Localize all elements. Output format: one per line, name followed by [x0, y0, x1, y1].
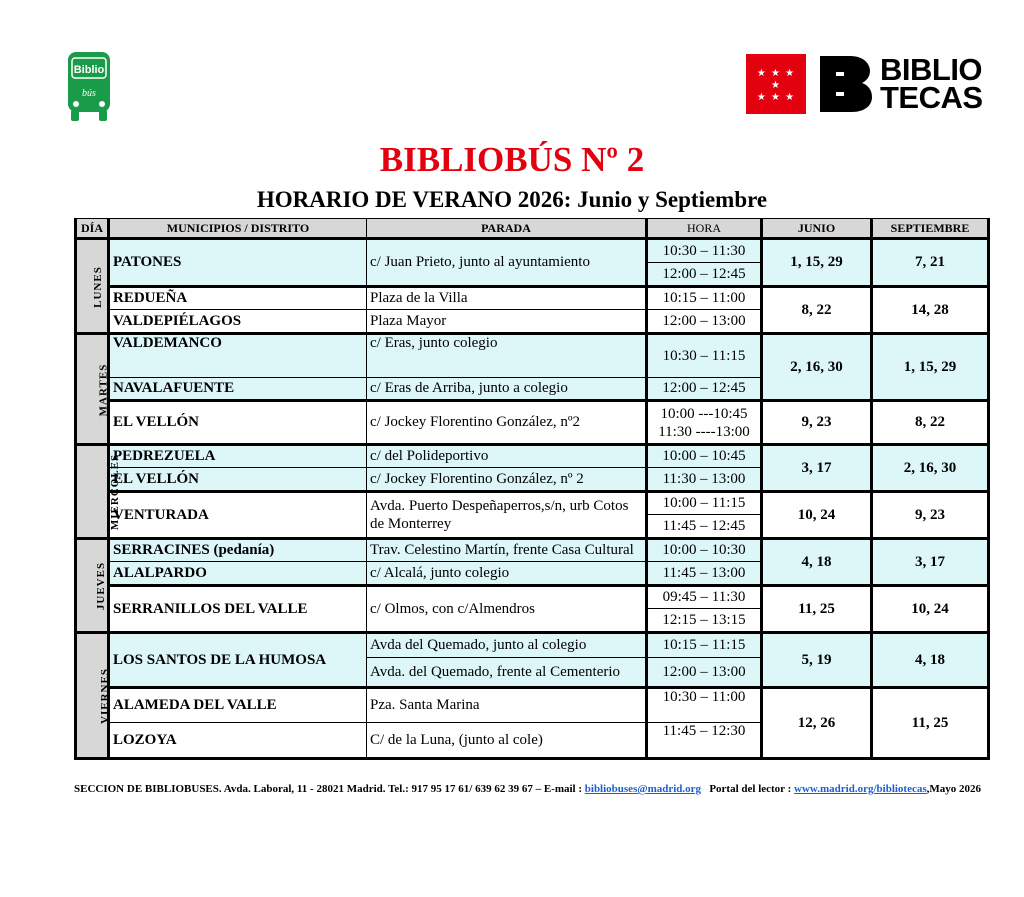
muni-lozoya: LOZOYA — [109, 723, 367, 759]
table-row — [76, 633, 989, 658]
junio-patones: 1, 15, 29 — [762, 239, 872, 287]
muni-pedrezuela: PEDREZUELA — [109, 445, 367, 468]
hora-pedrezuela: 10:00 – 10:45 — [647, 445, 762, 468]
junio-pedrezuela: 3, 17 — [762, 445, 872, 492]
parada-lozoya: C/ de la Luna, (junto al cole) — [367, 723, 647, 759]
page-title: BIBLIOBÚS Nº 2 — [379, 140, 645, 179]
bibliobus-logo — [66, 52, 112, 122]
hora-patones-1: 10:30 – 11:30 — [647, 239, 762, 263]
schedule-table — [74, 218, 990, 760]
junio-venturada: 10, 24 — [762, 492, 872, 539]
bibliobus-logo-line1: Biblio — [73, 64, 105, 76]
muni-valdepielagos: VALDEPIÉLAGOS — [109, 310, 367, 334]
header-row — [76, 219, 989, 239]
parada-alameda: Pza. Santa Marina — [367, 688, 647, 723]
parada-alalpardo: c/ Alcalá, junto colegio — [367, 562, 647, 586]
muni-elvellon-2: EL VELLÓN — [109, 468, 367, 492]
parada-pedrezuela: c/ del Polideportivo — [367, 445, 647, 468]
hora-navalafuente: 12:00 – 12:45 — [647, 378, 762, 401]
footer-text-3: ,Mayo 2026 — [926, 783, 982, 795]
table-row — [76, 539, 989, 562]
hora-serracines: 10:00 – 10:30 — [647, 539, 762, 562]
muni-elvellon-1: EL VELLÓN — [109, 401, 367, 445]
parada-serranillos: c/ Olmos, con c/Almendros — [367, 586, 647, 633]
hora-valdemanco: 10:30 – 11:15 — [647, 334, 762, 378]
hora-elvellon-1: 10:00 ---10:45 11:30 ----13:00 — [647, 401, 762, 445]
bibliotecas-line2: TECAS — [880, 80, 983, 115]
junio-serranillos: 11, 25 — [762, 586, 872, 633]
footer-email-link[interactable]: bibliobuses@madrid.org — [584, 783, 702, 795]
junio-valdemanco: 2, 16, 30 — [762, 334, 872, 401]
muni-serracines: SERRACINES (pedanía) — [109, 539, 367, 562]
table-row — [76, 239, 989, 263]
header-dia: DÍA — [76, 219, 109, 239]
day-miercoles: MIÉRCOLES — [76, 445, 109, 539]
page-subtitle: HORARIO DE VERANO 2026: Junio y Septiembre — [256, 187, 768, 212]
table-row — [76, 445, 989, 468]
header-municipio: MUNICIPIOS / DISTRITO — [109, 219, 367, 239]
header-septiembre: SEPTIEMBRE — [872, 219, 989, 239]
hora-reduena: 10:15 – 11:00 — [647, 287, 762, 310]
day-lunes: LUNES — [76, 239, 109, 334]
table-row — [76, 401, 989, 445]
hora-patones-2: 12:00 – 12:45 — [647, 263, 762, 287]
sept-pedrezuela: 2, 16, 30 — [872, 445, 989, 492]
muni-alameda: ALAMEDA DEL VALLE — [109, 688, 367, 723]
header-parada: PARADA — [367, 219, 647, 239]
hora-elvellon-2: 11:30 – 13:00 — [647, 468, 762, 492]
parada-elvellon-1: c/ Jockey Florentino González, nº2 — [367, 401, 647, 445]
table-row — [76, 586, 989, 609]
muni-reduena: REDUEÑA — [109, 287, 367, 310]
sept-santos: 4, 18 — [872, 633, 989, 688]
hora-santos-1: 10:15 – 11:15 — [647, 633, 762, 658]
muni-venturada: VENTURADA — [109, 492, 367, 539]
parada-reduena: Plaza de la Villa — [367, 287, 647, 310]
parada-serracines: Trav. Celestino Martín, frente Casa Cultural — [367, 539, 647, 562]
day-viernes: VIERNES — [76, 633, 109, 759]
table-row — [76, 492, 989, 515]
junio-elvellon-1: 9, 23 — [762, 401, 872, 445]
hora-serranillos-2: 12:15 – 13:15 — [647, 609, 762, 633]
parada-elvellon-2: c/ Jockey Florentino González, nº 2 — [367, 468, 647, 492]
sept-patones: 7, 21 — [872, 239, 989, 287]
madrid-flag-icon: ★ ★ ★ ★ ★ ★ ★ — [746, 54, 806, 114]
hora-alameda: 10:30 – 11:00 — [647, 688, 762, 723]
sept-serracines: 3, 17 — [872, 539, 989, 586]
sept-elvellon-1: 8, 22 — [872, 401, 989, 445]
sept-alameda: 11, 25 — [872, 688, 989, 759]
junio-alameda: 12, 26 — [762, 688, 872, 759]
sept-venturada: 9, 23 — [872, 492, 989, 539]
parada-valdemanco: c/ Eras, junto colegio — [367, 334, 647, 378]
junio-santos: 5, 19 — [762, 633, 872, 688]
junio-valdepielagos: 8, 22 — [762, 287, 872, 334]
table-row — [76, 287, 989, 310]
footer-text-1: SECCION DE BIBLIOBUSES. Avda. Laboral, 11 - 28021 Madrid. Tel.: 917 95 17 61/ 639 62 39 67 – E-mail : — [74, 783, 585, 795]
day-jueves: JUEVES — [76, 539, 109, 633]
parada-valdepielagos: Plaza Mayor — [367, 310, 647, 334]
sept-serranillos: 10, 24 — [872, 586, 989, 633]
parada-venturada: Avda. Puerto Despeñaperros,s/n, urb Cotos de Monterrey — [367, 492, 647, 539]
footer-text-2: Portal del lector : — [709, 783, 795, 795]
footer — [74, 783, 981, 795]
hora-valdepielagos: 12:00 – 13:00 — [647, 310, 762, 334]
bibliotecas-logo — [746, 54, 983, 114]
hora-venturada-1: 10:00 – 11:15 — [647, 492, 762, 515]
hora-venturada-2: 11:45 – 12:45 — [647, 515, 762, 539]
sept-valdepielagos: 14, 28 — [872, 287, 989, 334]
hora-santos-2: 12:00 – 13:00 — [647, 658, 762, 688]
muni-alalpardo: ALALPARDO — [109, 562, 367, 586]
bibliotecas-line1: BIBLIO — [880, 52, 983, 87]
muni-navalafuente: NAVALAFUENTE — [109, 378, 367, 401]
muni-patones: PATONES — [109, 239, 367, 287]
junio-serracines: 4, 18 — [762, 539, 872, 586]
parada-navalafuente: c/ Eras de Arriba, junto a colegio — [367, 378, 647, 401]
hora-serranillos-1: 09:45 – 11:30 — [647, 586, 762, 609]
footer-portal-link[interactable]: www.madrid.org/bibliotecas — [794, 783, 927, 795]
table-row — [76, 688, 989, 723]
parada-santos-2: Avda. del Quemado, frente al Cementerio — [367, 658, 647, 688]
parada-santos-1: Avda del Quemado, junto al colegio — [367, 633, 647, 658]
sept-valdemanco: 1, 15, 29 — [872, 334, 989, 401]
hora-alalpardo: 11:45 – 13:00 — [647, 562, 762, 586]
hora-lozoya: 11:45 – 12:30 — [647, 723, 762, 759]
table-row — [76, 334, 989, 378]
parada-patones: c/ Juan Prieto, junto al ayuntamiento — [367, 239, 647, 287]
day-martes: MARTES — [76, 334, 109, 445]
muni-valdemanco: VALDEMANCO — [109, 334, 367, 378]
muni-santos: LOS SANTOS DE LA HUMOSA — [109, 633, 367, 688]
header-hora: HORA — [647, 219, 762, 239]
big-b-icon — [816, 54, 874, 114]
muni-serranillos: SERRANILLOS DEL VALLE — [109, 586, 367, 633]
header-junio: JUNIO — [762, 219, 872, 239]
bibliobus-logo-line2: bús — [82, 88, 96, 99]
